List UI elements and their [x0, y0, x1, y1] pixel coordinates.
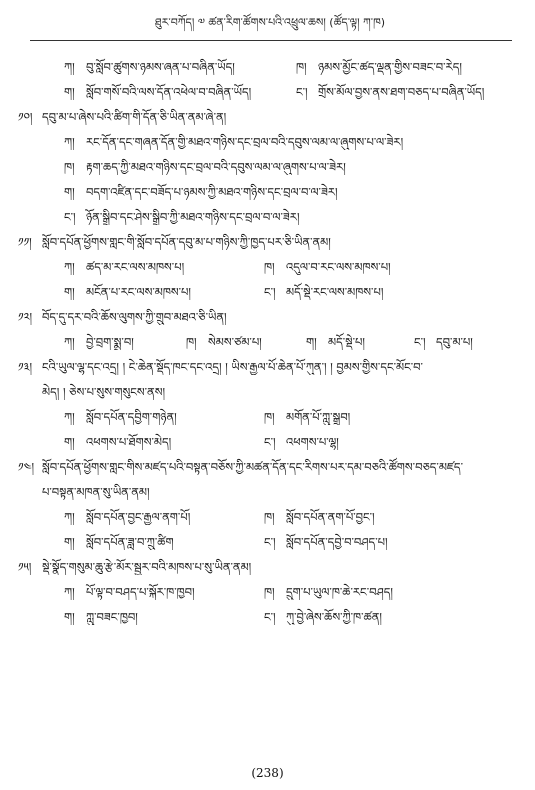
option-mark: ཁ། [264, 260, 275, 274]
option-text: སློབ་གསོ་བའི་ལས་དོན་འཕེལ་བ་བཞིན་ཡོད། [86, 85, 252, 99]
option-mark: ཀ། [64, 135, 75, 149]
option-mark: ཀ། [64, 410, 75, 424]
question-row-continued [18, 375, 518, 400]
option-text: པོ་ལྟ་བ་བཤད་པ་སྐོར་ཁ་ཁྱབ། [86, 585, 195, 599]
question-number: ༡༣། [18, 360, 33, 374]
option-row [18, 275, 518, 300]
option-mark: ཁ། [264, 510, 275, 524]
option-mark: ག། [64, 285, 75, 299]
page-number: (238) [251, 766, 284, 780]
option-text: ཀུ་བྱེ་ཞེས་ཆོས་ཀྱི་ཁ་ཚན། [286, 610, 382, 624]
option-text: ཚད་མ་རང་ལས་མཁས་པ། [86, 260, 185, 274]
option-text: སེམས་ཙམ་པ། [208, 335, 262, 349]
question-text: ངའི་ཡུལ་ལྷ་དང་འདྲ། ། ངེ་ཆེན་སྡོད་ཁང་དང་འདྲ། ། ཡིས་རྒྱལ་པོ་ཆེན་པོ་ཀུན་། ། བྱམས་གྱིས་དང་མོང་བ་ [42, 360, 423, 374]
option-mark: ག། [64, 85, 75, 99]
option-text: གྲོས་མོལ་བྱས་ནས་ཐག་བཅད་པ་བཞིན་ཡོད། [318, 85, 485, 99]
option-mark: ག། [306, 335, 317, 349]
option-text: སློབ་དཔོན་ནག་པོ་བྱང་། [286, 510, 375, 524]
option-text: མདོ་སྡེ་རང་ལས་མཁས་པ། [286, 285, 384, 299]
option-mark: ཀ། [64, 585, 75, 599]
option-row [18, 50, 518, 75]
option-text: སློབ་དཔོན་དབྱེ་བ་བཤད་པ། [286, 535, 388, 549]
option-row [18, 425, 518, 450]
option-mark: ཀ། [64, 60, 75, 74]
option-text: འཕགས་པ་ཐོགས་མེད། [86, 435, 172, 449]
running-header: ཐུར་བཀོད། ༧ ཚན་རིག་ཚོགས་པའི་འཕྲུལ་ཆས། (ཚོད་ལྟ། ཀ་ཁ) [154, 16, 386, 29]
question-row [18, 100, 518, 125]
option-text: རྟག་ཆད་ཀྱི་མཐའ་གཉིས་དང་བྲལ་བའི་དབུས་ལམ་ལ་ཞུགས་པ་ལ་ཟེར། [86, 160, 346, 174]
option-text: འདུལ་བ་རང་ལས་མཁས་པ། [286, 260, 391, 274]
option-text: བྱེ་བྲག་སྨྲ་བ། [86, 335, 134, 349]
option-mark: ཁ། [296, 60, 307, 74]
option-row [18, 200, 518, 225]
question-row [18, 450, 518, 475]
option-text: སློབ་དཔོན་བྱང་རྒྱལ་ནག་པོ། [86, 510, 191, 524]
option-text: ཀླུ་བཟང་ཁྱབ། [86, 610, 138, 624]
question-number: ༡༡། [18, 235, 32, 249]
option-row [18, 525, 518, 550]
header-rule [30, 40, 512, 41]
option-mark: ང་། [414, 335, 426, 349]
question-row [18, 300, 518, 325]
question-text: དབུ་མ་པ་ཞེས་པའི་ཚིག་གི་དོན་ཅི་ཡིན་ནམ་ཞེ་ན། [42, 110, 227, 124]
option-mark: ཁ། [186, 335, 197, 349]
option-mark: ང་། [264, 610, 276, 624]
question-number: ༡༠། [18, 110, 33, 124]
question-number: ༡༤། [18, 460, 35, 474]
option-mark: ག། [64, 610, 75, 624]
option-mark: ང་། [64, 210, 76, 224]
option-mark: ཀ། [64, 260, 75, 274]
question-row [18, 225, 518, 250]
question-text: སློབ་དཔོན་ཕྱོགས་གླང་གིས་མཛད་པའི་བསྟན་བཅོས་ཀྱི་མཚན་དོན་དང་རིགས་པར་དམ་བཅའི་ཚོགས་བཅད་མཛད་ [42, 460, 463, 474]
option-row [18, 575, 518, 600]
option-mark: ཁ། [264, 585, 275, 599]
option-row [18, 400, 518, 425]
option-mark: ག། [64, 185, 75, 199]
option-row [18, 125, 518, 150]
option-mark: ཁ། [64, 160, 75, 174]
option-text: ཉོན་སྒྲིབ་དང་ཤེས་སྒྲིབ་ཀྱི་མཐའ་གཉིས་དང་བྲལ་བ་ལ་ཟེར། [86, 210, 300, 224]
question-row [18, 350, 518, 375]
question-row [18, 550, 518, 575]
option-row [18, 175, 518, 200]
option-text: དབུ་མ་པ། [436, 335, 473, 349]
option-mark: ང་། [264, 535, 276, 549]
question-number: ༡༥། [18, 560, 32, 574]
question-text-continued: མེད། ། ཅེས་པ་སུས་གསུངས་ནས། [42, 385, 166, 399]
option-text: སློབ་དཔོན་ཟླ་བ་ཀྲུ་ཚིག [86, 535, 174, 549]
option-text: ཉམས་མྱོང་ཚད་ལྡན་གྱིས་བཟང་བ་རེད། [318, 60, 462, 74]
option-row [18, 500, 518, 525]
option-mark: ག། [64, 435, 75, 449]
question-text: བོད་དུ་དར་བའི་ཆོས་ལུགས་ཀྱི་གྲུབ་མཐའ་ཅི་ཡིན། [42, 310, 227, 324]
option-mark: ཀ། [64, 510, 75, 524]
option-mark: ང་། [296, 85, 308, 99]
question-number: ༡༢། [18, 310, 33, 324]
option-text: མདོ་སྡེ་པ། [328, 335, 365, 349]
option-text: མངོན་པ་རང་ལས་མཁས་པ། [86, 285, 191, 299]
option-mark: ག། [64, 535, 75, 549]
option-text: རང་དོན་དང་གཞན་དོན་གྱི་མཐའ་གཉིས་དང་བྲལ་བའི་དབུས་ལམ་ལ་ཞུགས་པ་ལ་ཟེར། [86, 135, 404, 149]
option-mark: ང་། [264, 435, 276, 449]
question-text-continued: པ་བསྟན་མཁན་སུ་ཡིན་ནམ། [42, 485, 150, 499]
option-text: མགོན་པོ་ཀླུ་སྒྲུབ། [286, 410, 351, 424]
question-row-continued [18, 475, 518, 500]
option-row [18, 325, 518, 350]
option-text: འཕགས་པ་ལྷ། [286, 435, 339, 449]
option-row [18, 150, 518, 175]
option-row [18, 75, 518, 100]
option-text: དྲུག་པ་ཡུལ་ཁ་ཆེ་རང་བཤད། [286, 585, 393, 599]
option-row [18, 250, 518, 275]
question-text: སློབ་དཔོན་ཕྱོགས་གླང་གི་སློབ་དཔོན་དབུ་མ་པ་གཉིས་ཀྱི་ཁྱད་པར་ཅི་ཡིན་ནམ། [42, 235, 331, 249]
option-mark: ཀ། [64, 335, 75, 349]
option-text: བདག་འཛིན་དང་བཟོད་པ་ཉམས་ཀྱི་མཐའ་གཉིས་དང་བྲལ་བ་ལ་ཟེར། [86, 185, 338, 199]
question-list [18, 50, 518, 625]
option-mark: ང་། [264, 285, 276, 299]
option-text: བུ་སློབ་ཚུགས་ཉམས་ཞན་པ་བཞིན་ཡོད། [86, 60, 235, 74]
question-text: སྡེ་སྣོད་གསུམ་ཆུ་རྩེ་མོར་སྦྱར་བའི་མཁས་པ་སུ་ཡིན་ནམ། [42, 560, 252, 574]
option-mark: ཁ། [264, 410, 275, 424]
option-row [18, 600, 518, 625]
option-text: སློབ་དཔོན་དབྱིག་གཉེན། [86, 410, 177, 424]
